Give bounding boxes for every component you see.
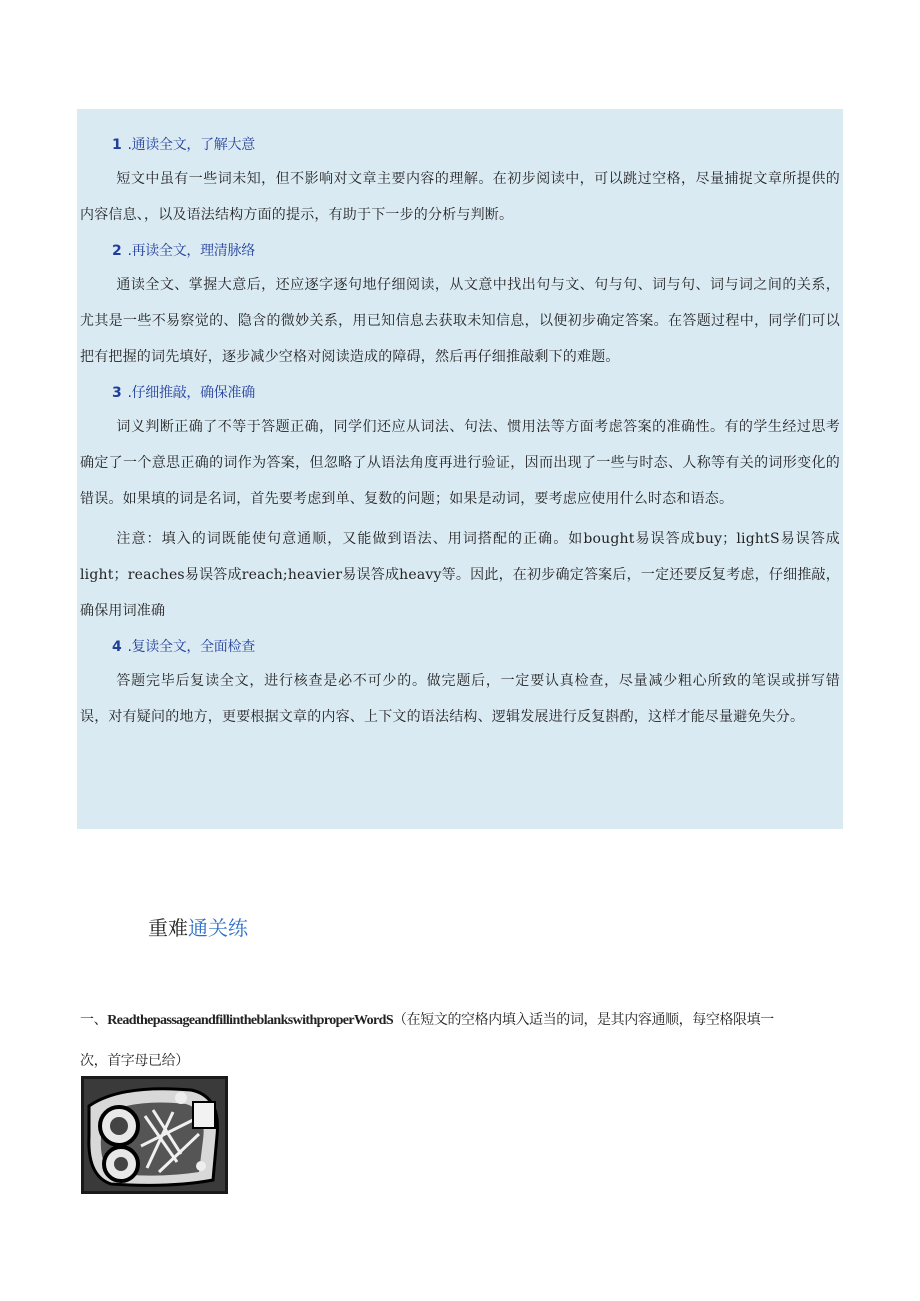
passage-photo (81, 1076, 228, 1194)
step-4 (80, 633, 840, 735)
step-heading (112, 237, 840, 265)
step-number: 4 (112, 639, 122, 655)
step-number: 2 (112, 243, 122, 259)
step-paragraph: 词义判断正确了不等于答题正确，同学们还应从词法、句法、惯用法等方面考虑答案的准确性。有的学生经过思考确定了一个意思正确的词作为答案，但忽略了从语法角度再进行验证，因而出现了一些与时态、人称等有关的词形变化的错误。如果填的词是名词，首先要考虑到单、复数的问题；如果是动词，要考虑应使用什么时态和语态。 (80, 419, 840, 507)
step-paragraph: 答题完毕后复读全文，进行核查是必不可少的。做完题后，一定要认真检查，尽量减少粗心所致的笔误或拼写错误，对有疑问的地方，更要根据文章的内容、上下文的语法结构、逻辑发展进行反复斟酌，这样才能尽量避免失分。 (80, 673, 840, 725)
step-title: .仔细推敲，确保准确 (127, 385, 255, 401)
step-3 (80, 379, 840, 629)
step-number: 1 (112, 137, 122, 153)
step-title: .再读全文，理清脉络 (127, 243, 255, 259)
section-title-blue: 通关练 (188, 916, 248, 940)
exercise-chinese: （在短文的空格内填入适当的词，是其内容通顺，每空格限填一次，首字母已给） (80, 1012, 774, 1069)
step-heading (112, 379, 840, 407)
step-number: 3 (112, 385, 122, 401)
section-title-dark: 重难 (148, 916, 188, 940)
exercise-instruction (80, 1000, 800, 1081)
photo-illustration (81, 1076, 228, 1194)
step-heading (112, 633, 840, 661)
step-1 (80, 131, 840, 233)
exercise-prefix: 一、 (80, 1012, 108, 1028)
step-title: .复读全文，全面检查 (127, 639, 255, 655)
step-paragraph: 通读全文、掌握大意后，还应逐字逐句地仔细阅读，从文意中找出句与文、句与句、词与句、词与词之间的关系，尤其是一些不易察觉的、隐含的微妙关系，用已知信息去获取未知信息，以便初步确定答案。在答题过程中，同学们可以把有把握的词先填好，逐步减少空格对阅读造成的障碍，然后再仔细推敲剩下的难题。 (80, 277, 840, 365)
exercise-english: ReadthepassageandfillintheblankswithproperWordS (107, 1013, 394, 1028)
step-paragraph: 短文中虽有一些词未知，但不影响对文章主要内容的理解。在初步阅读中，可以跳过空格，尽量捕捉文章所提供的内容信息、，以及语法结构方面的提示，有助于下一步的分析与判断。 (80, 171, 840, 223)
tips-panel (77, 109, 843, 829)
step-heading (112, 131, 840, 159)
step-2 (80, 237, 840, 375)
section-title (148, 912, 248, 941)
step-note: 注意：填入的词既能使句意通顺，又能做到语法、用词搭配的正确。如bought易误答成buy；lightS易误答成light；reaches易误答成reach;heavier易误答成heavy等。因此，在初步确定答案后，一定还要反复考虑，仔细推敲，确保用词准确 (80, 531, 840, 619)
step-title: .通读全文，了解大意 (127, 137, 255, 153)
